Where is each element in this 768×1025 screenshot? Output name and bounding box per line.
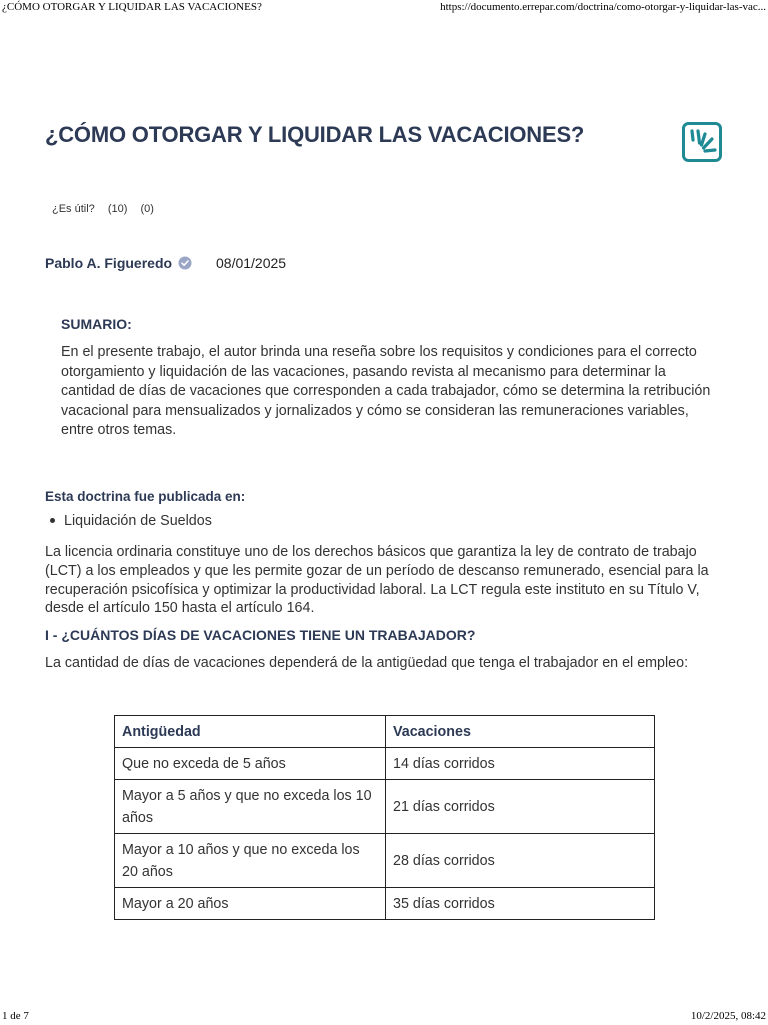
article-title: ¿CÓMO OTORGAR Y LIQUIDAR LAS VACACIONES? [45,122,585,147]
table-cell-seniority: Mayor a 20 años [115,888,386,920]
table-row [115,748,655,780]
publish-date: 08/01/2025 [216,255,287,271]
published-in-title: Esta doctrina fue publicada en: [45,489,246,504]
page-number: 1 de 7 [2,1010,29,1022]
table-cell-vacation: 35 días corridos [386,888,655,920]
useful-no-count[interactable]: (0) [140,203,154,215]
published-in-item[interactable]: Liquidación de Sueldos [45,513,212,529]
section-heading: I - ¿CUÁNTOS DÍAS DE VACACIONES TIENE UN TRABAJADOR? [45,627,476,643]
table-cell-vacation: 14 días corridos [386,748,655,780]
summary-title: SUMARIO: [61,316,132,332]
useful-rating [52,203,164,215]
author-row [45,255,192,273]
print-datetime: 10/2/2025, 08:42 [690,1010,766,1022]
table-header-row [115,716,655,748]
table-cell-seniority: Mayor a 10 años y que no exceda los 20 años [115,834,386,888]
section-lead: La cantidad de días de vacaciones dependerá de la antigüedad que tenga el trabajador en el empleo: [45,655,689,671]
print-header-url: https://documento.errepar.com/doctrina/como-otorgar-y-liquidar-las-vac... [440,1,766,13]
table-cell-vacation: 28 días corridos [386,834,655,888]
published-in-list [45,513,212,529]
table-cell-seniority: Mayor a 5 años y que no exceda los 10 años [115,780,386,834]
useful-yes-count[interactable]: (10) [107,203,128,215]
table-cell-seniority: Que no exceda de 5 años [115,748,386,780]
table-cell-vacation: 21 días corridos [386,780,655,834]
table-header-vacation: Vacaciones [386,716,655,748]
table-header-seniority: Antigüedad [115,716,386,748]
table-row [115,834,655,888]
table-row [115,888,655,920]
errepar-logo-icon [682,122,722,162]
vacation-table [114,715,655,920]
intro-paragraph: La licencia ordinaria constituye uno de los derechos básicos que garantiza la ley de contrato de trabajo (LCT) a los empleados y que les permite gozar de un período de descanso remunerado, esencial para la recuperación psicofísica y optimizar la productividad laboral. La LCT regula este instituto en su Título V, desde el artículo 150 hasta el artículo 164. [45,544,709,617]
print-header [0,0,768,16]
useful-label: ¿Es útil? [52,203,95,215]
table-row [115,780,655,834]
author-name[interactable]: Pablo A. Figueredo [45,255,173,271]
summary-text: En el presente trabajo, el autor brinda una reseña sobre los requisitos y condiciones para el correcto otorgamiento y liquidación de las vacaciones, pasando revista al mecanismo para determinar la cantidad de días de vacaciones que corresponden a cada trabajador, cómo se determina la retribución vacacional para mensualizados y jornalizados y cómo se consideran las remuneraciones variables, entre otros temas. [61,344,711,439]
print-footer [0,1009,768,1025]
verified-badge-icon [178,256,192,273]
print-header-title: ¿CÓMO OTORGAR Y LIQUIDAR LAS VACACIONES? [2,1,262,13]
